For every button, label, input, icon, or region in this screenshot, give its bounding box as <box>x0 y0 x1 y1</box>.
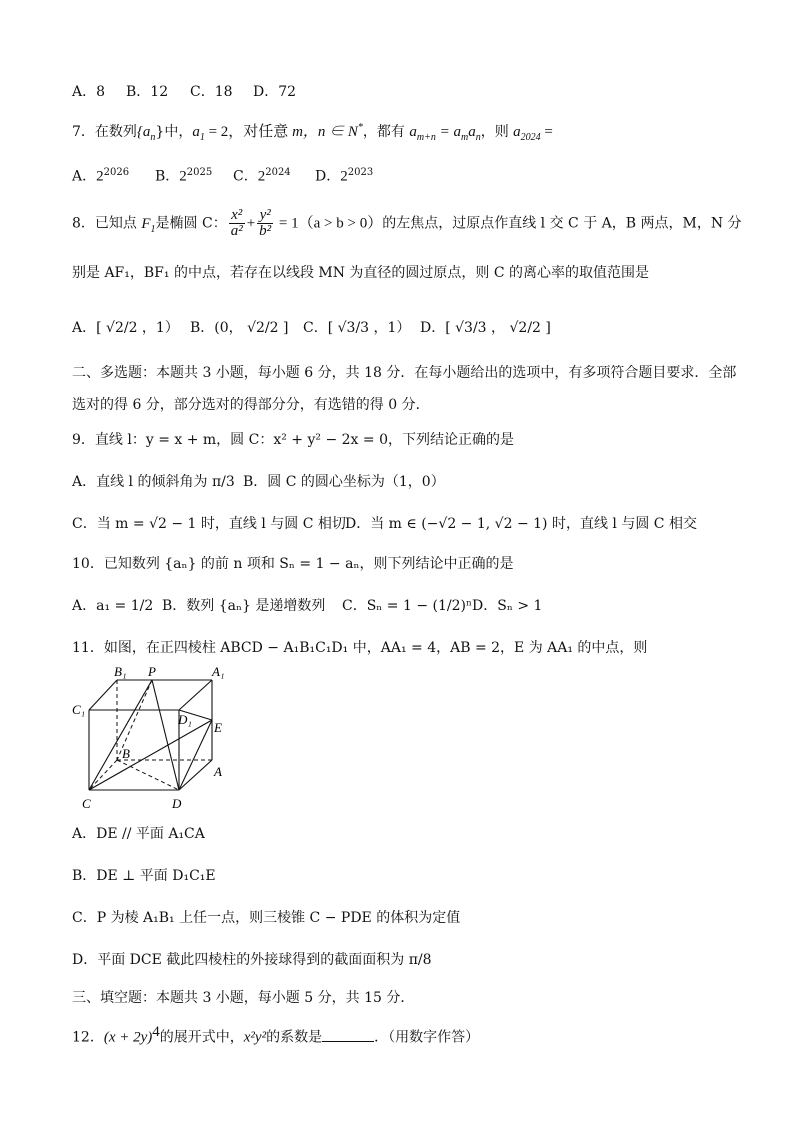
section3-heading: 三、填空题：本题共 3 小题，每小题 5 分，共 15 分． <box>72 990 415 1006</box>
q11-stem: 11．如图，在正四棱柱 ABCD − A₁B₁C₁D₁ 中，AA₁ = 4，AB = 2，E 为 AA₁ 的中点，则 <box>72 640 648 656</box>
q8-option-b: B．(0， √2/2 ] <box>190 320 289 336</box>
q8-stem-line2: 别是 AF₁，BF₁ 的中点，若存在以线段 MN 为直径的圆过原点，则 C 的离心率的取值范围是 <box>72 265 650 281</box>
q7-option-c: C．$2^{2024}$ <box>233 167 291 185</box>
label-b1: B₁ <box>114 664 127 679</box>
q11-option-c: C．P 为棱 A₁B₁ 上任一点，则三棱锥 C − PDE 的体积为定值 <box>72 910 461 926</box>
q7-option-d: D．$2^{2023}$ <box>315 167 374 185</box>
q10-option-a: A．a₁ = 1/2 <box>72 598 154 614</box>
q12-stem: 12．$(x + 2y)^4$的展开式中，x²y²的系数是 ．（用数字作答） <box>72 1024 480 1046</box>
label-c1: C₁ <box>72 702 86 717</box>
label-d1: D₁ <box>178 712 192 727</box>
label-c: C <box>82 796 91 811</box>
q6-option-d: D．72 <box>253 84 297 100</box>
q10-option-b: B．数列 {aₙ} 是递增数列 <box>162 598 326 614</box>
q6-option-b: B．12 <box>126 84 169 100</box>
q6-option-a: A．8 <box>72 84 106 100</box>
section2-heading-line1: 二、多选题：本题共 3 小题，每小题 6 分，共 18 分．在每小题给出的选项中，有多项符合题目要求．全部 <box>72 365 737 381</box>
q9-option-d: D．当 m ∈ (−√2 − 1, √2 − 1) 时，直线 l 与圆 C 相交 <box>345 516 697 532</box>
q11-option-a: A．DE // 平面 A₁CA <box>72 826 205 842</box>
q11-option-d: D．平面 DCE 截此四棱柱的外接球得到的截面面积为 π/8 <box>72 952 432 968</box>
q10-option-c: C．Sₙ = 1 − (1/2)ⁿ <box>342 598 473 614</box>
q9-option-c: C．当 m = √2 − 1 时，直线 l 与圆 C 相切 <box>72 516 346 532</box>
label-e: E <box>214 720 222 735</box>
q6-option-c: C．18 <box>190 84 233 100</box>
section2-heading-line2: 选对的得 6 分，部分选对的得部分分，有选错的得 0 分． <box>72 397 430 413</box>
label-p: P <box>148 664 156 679</box>
q7-stem: 7．在数列$\{a_n\}$中，$a_1 = 2$，对任意 m，n ∈ N*，都有 $a_{m+n} = a_ma_n$，则 $a_{2024}$ = <box>72 122 553 143</box>
q9-stem: 9．直线 l：y = x + m，圆 C：x² + y² − 2x = 0，下列结论正确的是 <box>72 432 514 448</box>
label-d: D <box>172 796 182 811</box>
q7-option-a: A．$2^{2026}$ <box>72 167 130 185</box>
q8-option-c: C．[ √3/3 ，1） <box>303 320 411 336</box>
label-a1: A₁ <box>212 664 225 679</box>
q11-option-b: B．DE ⊥ 平面 D₁C₁E <box>72 868 216 884</box>
q8-stem-line1: 8．已知点 $F_1$是椭圆 C： $\frac{\text{x²}}{\text{a²}}$ + $\frac{\text{y²}}{\text{b²}}$ = 1（a > b > 0）的左焦点，过原点作直线 l 交 C 于 A，B 两点，M，N 分 <box>72 207 742 239</box>
q9-option-b: B．圆 C 的圆心坐标为（1，0） <box>243 474 445 490</box>
q8-option-d: D．[ √3/3 ， √2/2 ] <box>420 320 551 336</box>
prism-figure <box>72 664 242 814</box>
q7-option-b: B．$2^{2025}$ <box>155 167 213 185</box>
answer-blank[interactable] <box>322 1029 374 1042</box>
q8-option-a: A．[ √2/2 ，1） <box>72 320 179 336</box>
label-b: B <box>122 746 130 761</box>
q10-option-d: D．Sₙ > 1 <box>472 598 543 614</box>
q9-option-a: A．直线 l 的倾斜角为 π/3 <box>72 474 235 490</box>
label-a: A <box>214 764 222 779</box>
q10-stem: 10．已知数列 {aₙ} 的前 n 项和 Sₙ = 1 − aₙ，则下列结论中正确的是 <box>72 556 514 572</box>
